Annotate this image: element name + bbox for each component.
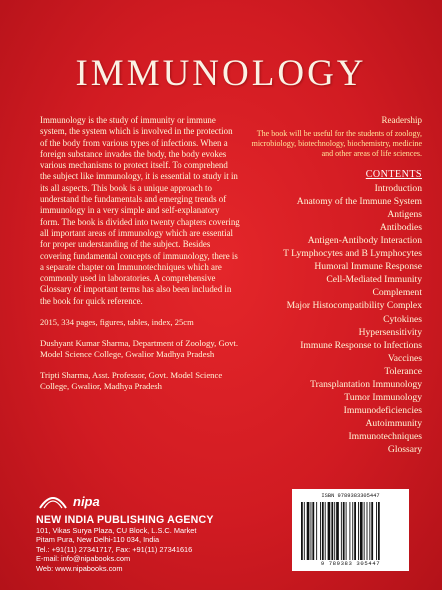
- contents-item: Anatomy of the Immune System: [296, 195, 422, 207]
- contents-item: Immunotechniques: [348, 431, 422, 443]
- isbn-barcode: [292, 489, 409, 571]
- barcode-bar: [316, 502, 317, 560]
- barcode-bar: [354, 502, 356, 560]
- book-description: Immunology is the study of immunity or immune system, the system which is involved in the protection of the body from various types of infections. When a foreign substance invades the body, the body evokes various mechanisms to protect itself. To comprehend the subject like immunology, it is essential to study it in its all aspects. This book is a unique approach to understand the fundamentals and emerging trends of immunology in a very simple and self-explanatory form. The book is divided into twenty chapters covering all important areas of immunology which are essential for proper understanding of the subject. Besides covering fundamental concepts of immunology, there is a separate chapter on Immunotechniques which are commonly used in laboratories. A comprehensive Glossary of important terms has also been included in the book for quick reference.: [40, 115, 240, 306]
- contents-item: Antibodies: [379, 221, 422, 233]
- publisher-address-2: Pitam Pura, New Delhi-110 034, India: [36, 535, 160, 545]
- left-column: [40, 115, 240, 392]
- publisher-web: Web: www.nipabooks.com: [36, 563, 123, 573]
- barcode-bar: [307, 502, 310, 560]
- contents-item: Antigens: [387, 208, 422, 220]
- contents-item: Major Histocompatibility Complex: [286, 300, 422, 312]
- barcode-bar: [346, 502, 347, 560]
- publisher-phone: Tel.: +91(11) 27341717, Fax: +91(11) 27341616: [36, 544, 193, 554]
- barcode-bar: [360, 502, 363, 560]
- publisher-address-1: 101, Vikas Surya Plaza, CU Block, L.S.C. Market: [36, 526, 197, 535]
- publication-info: 2015, 334 pages, figures, tables, index, 25cm: [40, 317, 194, 328]
- barcode-bar: [364, 502, 365, 560]
- barcode-bar: [369, 502, 370, 560]
- contents-item: Tolerance: [384, 365, 422, 377]
- barcode-bar: [336, 502, 339, 560]
- contents-item: Antigen-Antibody Interaction: [307, 234, 422, 246]
- barcode-bar: [325, 502, 326, 560]
- contents-item: Complement: [372, 287, 422, 299]
- barcode-bar: [312, 502, 314, 560]
- contents-item: Vaccines: [387, 352, 422, 364]
- contents-item: Cytokines: [383, 313, 422, 325]
- contents-item: Glossary: [387, 444, 422, 456]
- barcode-bar: [301, 502, 303, 560]
- publisher-logo-text: nipa: [73, 493, 100, 509]
- contents-item: Tumor Immunology: [344, 392, 422, 404]
- barcode-bar: [371, 502, 373, 560]
- author-2: Tripti Sharma, Asst. Professor, Govt. Model Science College, Gwalior, Madhya Pradesh: [40, 370, 223, 392]
- contents-item: Introduction: [374, 182, 422, 194]
- contents-item: Autoimmunity: [365, 418, 422, 430]
- contents-item: Cell-Mediated Immunity: [326, 274, 422, 286]
- publisher-name: NEW INDIA PUBLISHING AGENCY: [36, 514, 214, 526]
- barcode-bar: [322, 502, 324, 560]
- barcode-icon: [301, 502, 400, 560]
- contents-heading: CONTENTS: [365, 168, 422, 180]
- contents-list: [228, 182, 422, 457]
- barcode-bar: [378, 502, 380, 560]
- barcode-bar: [358, 502, 359, 560]
- nipa-logo-icon: [36, 492, 70, 510]
- contents-item: Immune Response to Infections: [300, 339, 422, 351]
- barcode-bar: [352, 502, 353, 560]
- barcode-bar: [331, 502, 333, 560]
- barcode-bar: [343, 502, 345, 560]
- publisher-logo: [36, 492, 100, 510]
- contents-item: Humoral Immune Response: [314, 261, 422, 273]
- right-column: [228, 115, 422, 457]
- author-1: Dushyant Kumar Sharma, Department of Zoology, Govt. Model Science College, Gwalior Madhya Pradesh: [40, 338, 239, 360]
- barcode-bar: [328, 502, 331, 560]
- barcode-bar: [334, 502, 335, 560]
- publisher-block: [36, 514, 286, 573]
- barcode-bar: [304, 502, 305, 560]
- publisher-email: E-mail: info@nipabooks.com: [36, 554, 131, 564]
- barcode-bar: [367, 502, 368, 560]
- barcode-bar: [341, 502, 342, 560]
- barcode-bar: [349, 502, 350, 560]
- barcode-bar: [320, 502, 321, 560]
- contents-item: Immunodeficiencies: [343, 405, 422, 417]
- isbn-label: ISBN 9789383305447: [321, 493, 380, 499]
- contents-item: Transplantation Immunology: [310, 379, 422, 391]
- readership-text: The book will be useful for the students of zoology, microbiology, biotechnology, biochemistry, medicine and other areas of life sciences.: [251, 129, 422, 159]
- contents-item: Hypersensitivity: [358, 326, 422, 338]
- barcode-bar: [376, 502, 377, 560]
- barcode-digits: 9 789383 305447: [320, 560, 381, 567]
- book-title: IMMUNOLOGY: [75, 53, 367, 94]
- barcode-bar: [311, 502, 312, 560]
- readership-heading: Readership: [381, 115, 422, 125]
- contents-item: T Lymphocytes and B Lymphocytes: [283, 248, 422, 260]
